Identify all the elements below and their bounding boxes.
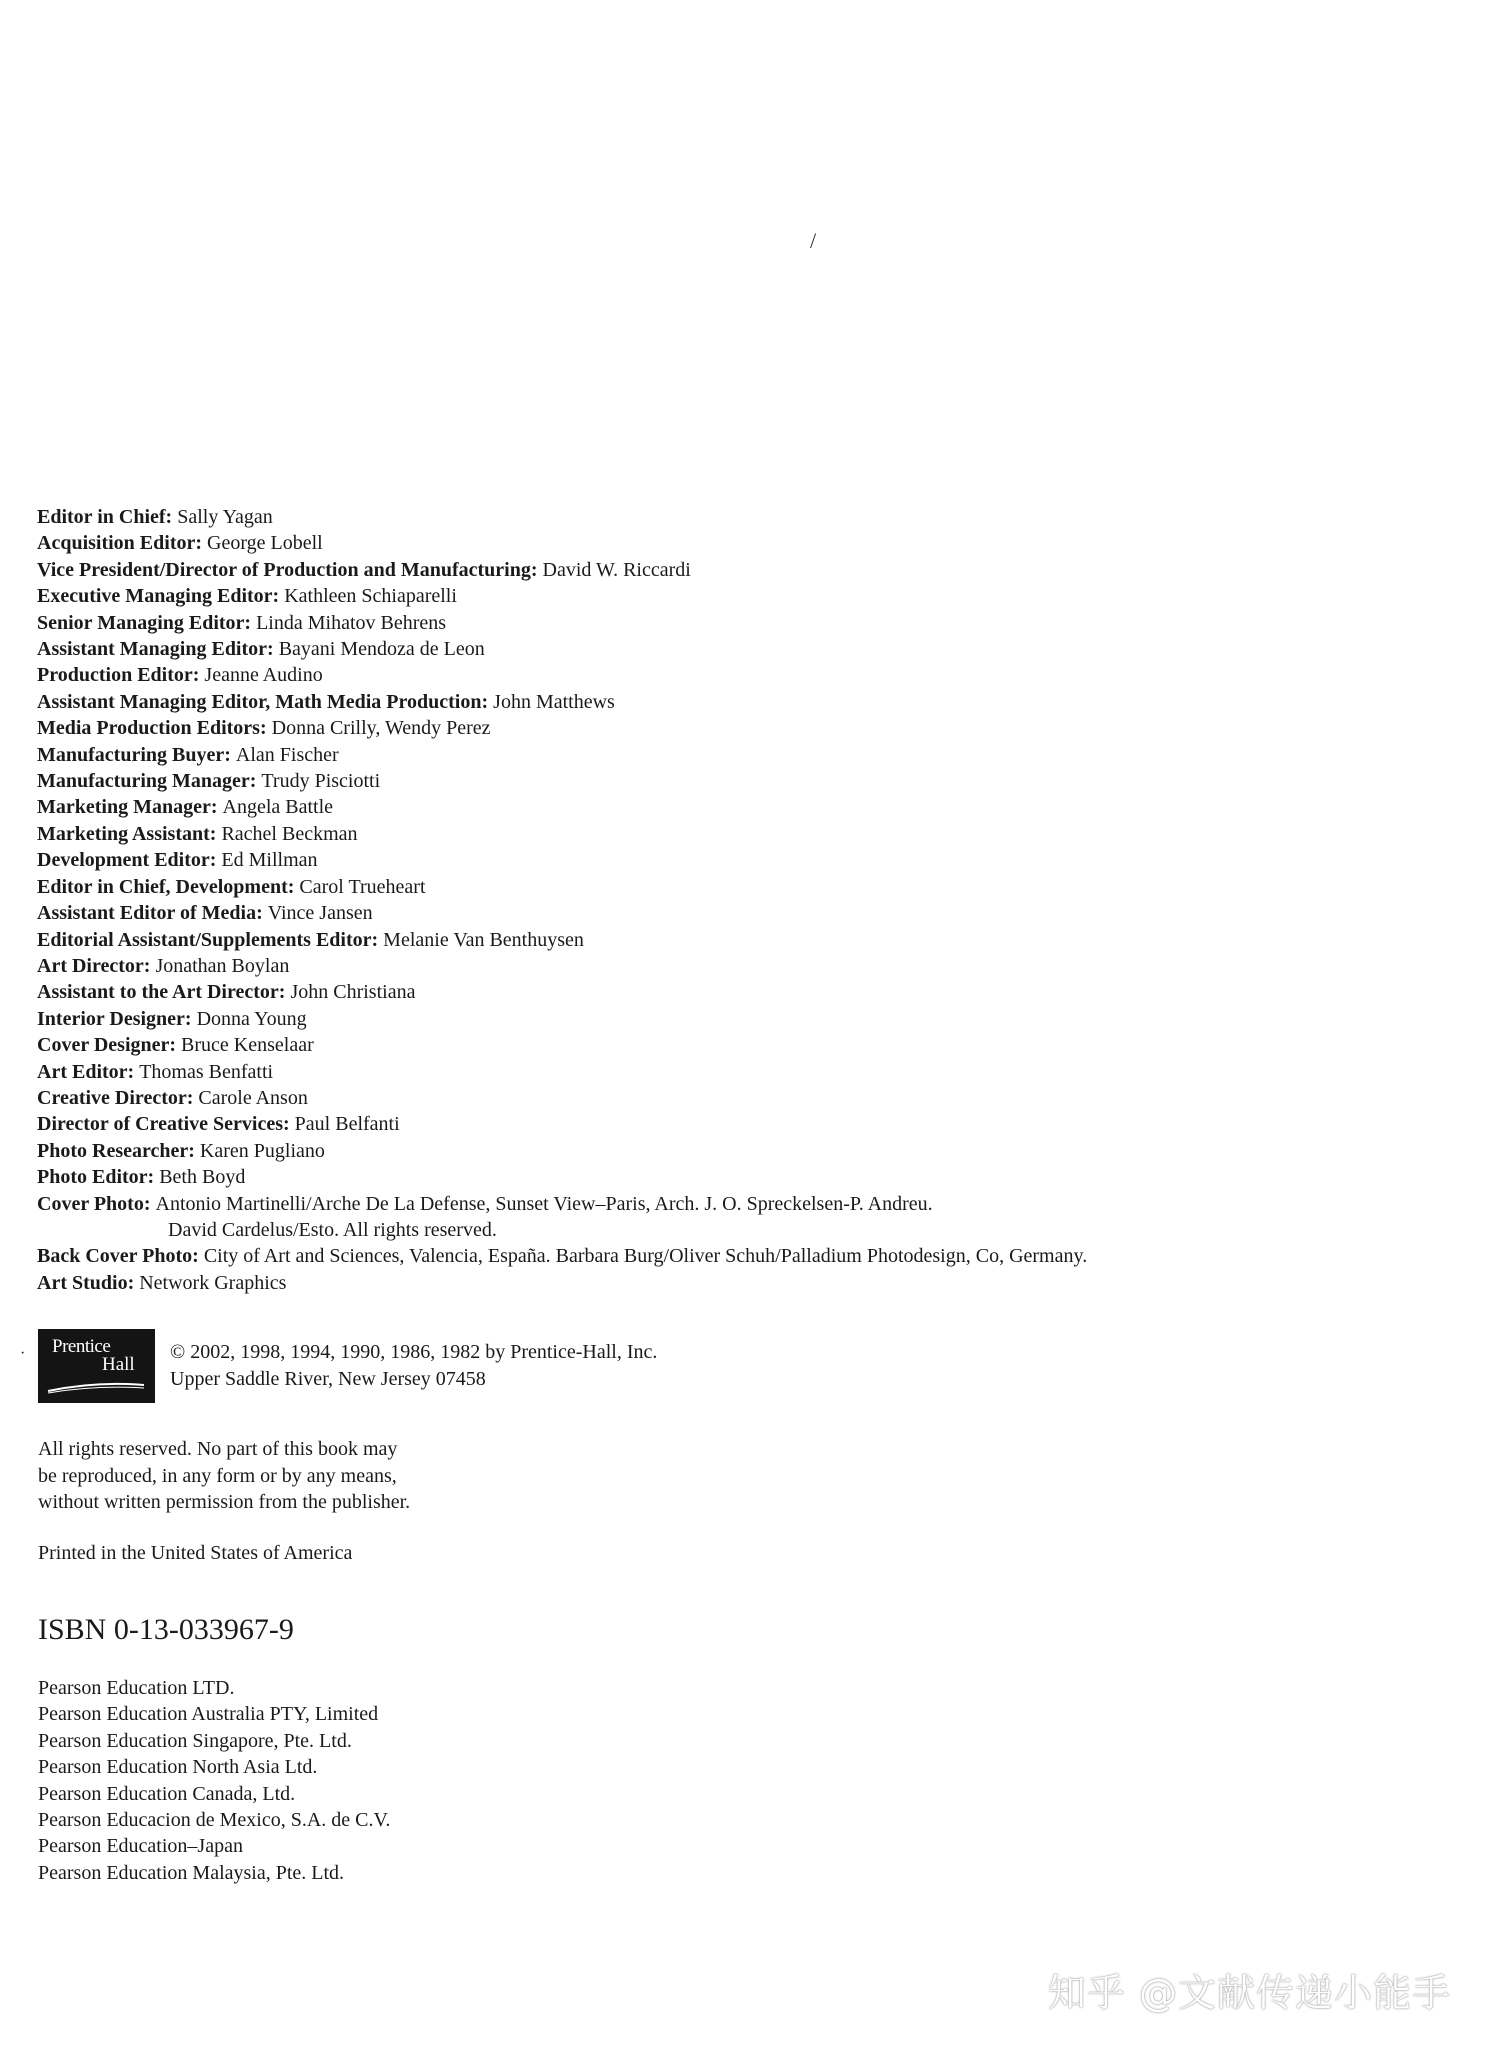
credit-line <box>37 742 1377 768</box>
credit-name: Thomas Benfatti <box>139 1060 274 1083</box>
credit-role: Senior Managing Editor: <box>37 611 252 634</box>
prentice-hall-logo <box>38 1329 155 1403</box>
credit-role: Art Director: <box>37 954 151 977</box>
credit-line <box>37 794 1377 820</box>
rights-line: be reproduced, in any form or by any means, <box>38 1464 397 1487</box>
pearson-item: Pearson Education Malaysia, Pte. Ltd. <box>38 1861 345 1884</box>
credit-name: Vince Jansen <box>267 902 373 925</box>
credit-name: Donna Young <box>196 1007 307 1030</box>
credit-name: Sally Yagan <box>177 506 273 528</box>
credit-line <box>37 1085 1377 1111</box>
credit-role: Media Production Editors: <box>37 717 267 740</box>
credit-line <box>37 979 1377 1005</box>
pearson-item: Pearson Education Singapore, Pte. Ltd. <box>38 1729 352 1752</box>
copyright-block <box>38 1329 657 1403</box>
credit-name: Melanie Van Benthuysen <box>383 928 584 951</box>
credit-name: Ed Millman <box>221 849 318 872</box>
credit-line <box>37 900 1377 926</box>
credit-line <box>37 847 1377 873</box>
credit-line <box>37 1006 1377 1032</box>
credit-line <box>37 662 1377 688</box>
credit-role: Editorial Assistant/Supplements Editor: <box>37 928 379 951</box>
rights-line: All rights reserved. No part of this book may <box>38 1438 398 1460</box>
stray-dot: · <box>20 1345 26 1362</box>
logo-swoosh-icon <box>46 1379 146 1395</box>
zhihu-watermark: 知乎 @文献传递小能手 <box>1047 1971 1451 2015</box>
credit-role: Cover Designer: <box>37 1034 177 1057</box>
credit-line <box>37 1270 1377 1296</box>
credit-name: Carole Anson <box>198 1086 308 1109</box>
credit-role: Marketing Manager: <box>37 796 218 819</box>
rights-notice <box>38 1436 538 1516</box>
credit-role: Acquisition Editor: <box>37 532 203 555</box>
copyright-line: © 2002, 1998, 1994, 1990, 1986, 1982 by Prentice-Hall, Inc. <box>170 1341 658 1363</box>
credit-name: Network Graphics <box>139 1271 287 1294</box>
credit-role: Editor in Chief: <box>37 506 173 528</box>
pearson-item: Pearson Education–Japan <box>38 1835 243 1858</box>
credit-line <box>37 927 1377 953</box>
credit-name: Rachel Beckman <box>221 822 358 845</box>
credit-name: Trudy Pisciotti <box>261 770 381 793</box>
credit-role: Assistant Managing Editor, Math Media Production: <box>37 690 489 713</box>
credit-role: Assistant Managing Editor: <box>37 638 274 661</box>
credit-line <box>37 636 1377 662</box>
logo-text-line2: Hall <box>102 1354 135 1375</box>
credit-line <box>37 1191 1377 1244</box>
credit-line <box>37 610 1377 636</box>
credit-line <box>37 715 1377 741</box>
credit-line <box>37 530 1377 556</box>
credit-role: Production Editor: <box>37 664 200 687</box>
credit-name: City of Art and Sciences, Valencia, España. Barbara Burg/Oliver Schuh/Palladium Photodesign, Co, Germany. <box>203 1245 1088 1268</box>
credit-role: Cover Photo: <box>37 1192 151 1215</box>
credit-line <box>37 583 1377 609</box>
pearson-item: Pearson Education North Asia Ltd. <box>38 1756 318 1779</box>
pearson-item: Pearson Education Canada, Ltd. <box>38 1782 296 1805</box>
credit-name: Jonathan Boylan <box>155 954 290 977</box>
isbn: ISBN 0-13-033967-9 <box>38 1613 294 1646</box>
credit-name: Bayani Mendoza de Leon <box>278 638 485 661</box>
credit-name: Karen Pugliano <box>199 1139 325 1162</box>
credit-role: Assistant Editor of Media: <box>37 902 263 925</box>
credit-name: Antonio Martinelli/Arche De La Defense, Sunset View–Paris, Arch. J. O. Spreckelsen-P. Andreu. <box>155 1192 933 1215</box>
credit-role: Marketing Assistant: <box>37 822 217 845</box>
credit-role: Back Cover Photo: <box>37 1245 199 1268</box>
credit-line <box>37 557 1377 583</box>
credit-line <box>37 874 1377 900</box>
credit-name: Kathleen Schiaparelli <box>284 585 457 608</box>
credit-role: Creative Director: <box>37 1086 194 1109</box>
printed-notice: Printed in the United States of America <box>38 1542 353 1564</box>
rights-line: without written permission from the publisher. <box>38 1491 411 1513</box>
credit-role: Photo Editor: <box>37 1166 155 1189</box>
credit-role: Interior Designer: <box>37 1007 192 1030</box>
pearson-list <box>38 1675 390 1886</box>
credit-name: Donna Crilly, Wendy Perez <box>271 717 491 740</box>
credit-name: John Matthews <box>493 690 615 713</box>
credit-name: Carol Trueheart <box>299 875 426 898</box>
credit-line <box>37 1164 1377 1190</box>
credit-name: Alan Fischer <box>235 743 339 766</box>
credit-name: Jeanne Audino <box>204 664 323 687</box>
credit-name: Beth Boyd <box>159 1166 246 1189</box>
pearson-item: Pearson Education Australia PTY, Limited <box>38 1703 379 1726</box>
credit-line <box>37 1243 1377 1269</box>
page-mark: / <box>810 228 817 253</box>
credit-line <box>37 1111 1377 1137</box>
credit-role: Manufacturing Manager: <box>37 770 257 793</box>
pearson-item: Pearson Educacion de Mexico, S.A. de C.V. <box>38 1809 391 1832</box>
credit-role: Manufacturing Buyer: <box>37 743 231 766</box>
credit-name: Angela Battle <box>222 796 334 819</box>
credit-line <box>37 1032 1377 1058</box>
credit-continuation: David Cardelus/Esto. All rights reserved. <box>168 1218 497 1241</box>
credit-role: Art Editor: <box>37 1060 135 1083</box>
credit-role: Editor in Chief, Development: <box>37 875 295 898</box>
credit-name: Linda Mihatov Behrens <box>256 611 447 634</box>
credit-line <box>37 689 1377 715</box>
credit-line <box>37 821 1377 847</box>
credit-role: Executive Managing Editor: <box>37 585 280 608</box>
credit-name: Bruce Kenselaar <box>181 1034 314 1057</box>
credit-role: Photo Researcher: <box>37 1139 195 1162</box>
credit-name: John Christiana <box>290 981 416 1004</box>
credit-line <box>37 1138 1377 1164</box>
credits-list <box>37 504 1377 1296</box>
copyright-text <box>170 1339 657 1393</box>
pearson-item: Pearson Education LTD. <box>38 1677 235 1699</box>
publisher-address: Upper Saddle River, New Jersey 07458 <box>170 1368 486 1390</box>
credit-name: Paul Belfanti <box>294 1113 400 1136</box>
credit-role: Vice President/Director of Production and Manufacturing: <box>37 558 538 581</box>
credit-line <box>37 1059 1377 1085</box>
credit-role: Art Studio: <box>37 1271 135 1294</box>
credit-role: Director of Creative Services: <box>37 1113 290 1136</box>
credit-role: Assistant to the Art Director: <box>37 981 286 1004</box>
credit-name: George Lobell <box>207 532 323 555</box>
credit-name: David W. Riccardi <box>542 558 691 581</box>
credit-line <box>37 504 1377 530</box>
logo-text-line1: Prentice <box>52 1336 111 1357</box>
credit-line <box>37 768 1377 794</box>
credit-line <box>37 953 1377 979</box>
credit-role: Development Editor: <box>37 849 217 872</box>
